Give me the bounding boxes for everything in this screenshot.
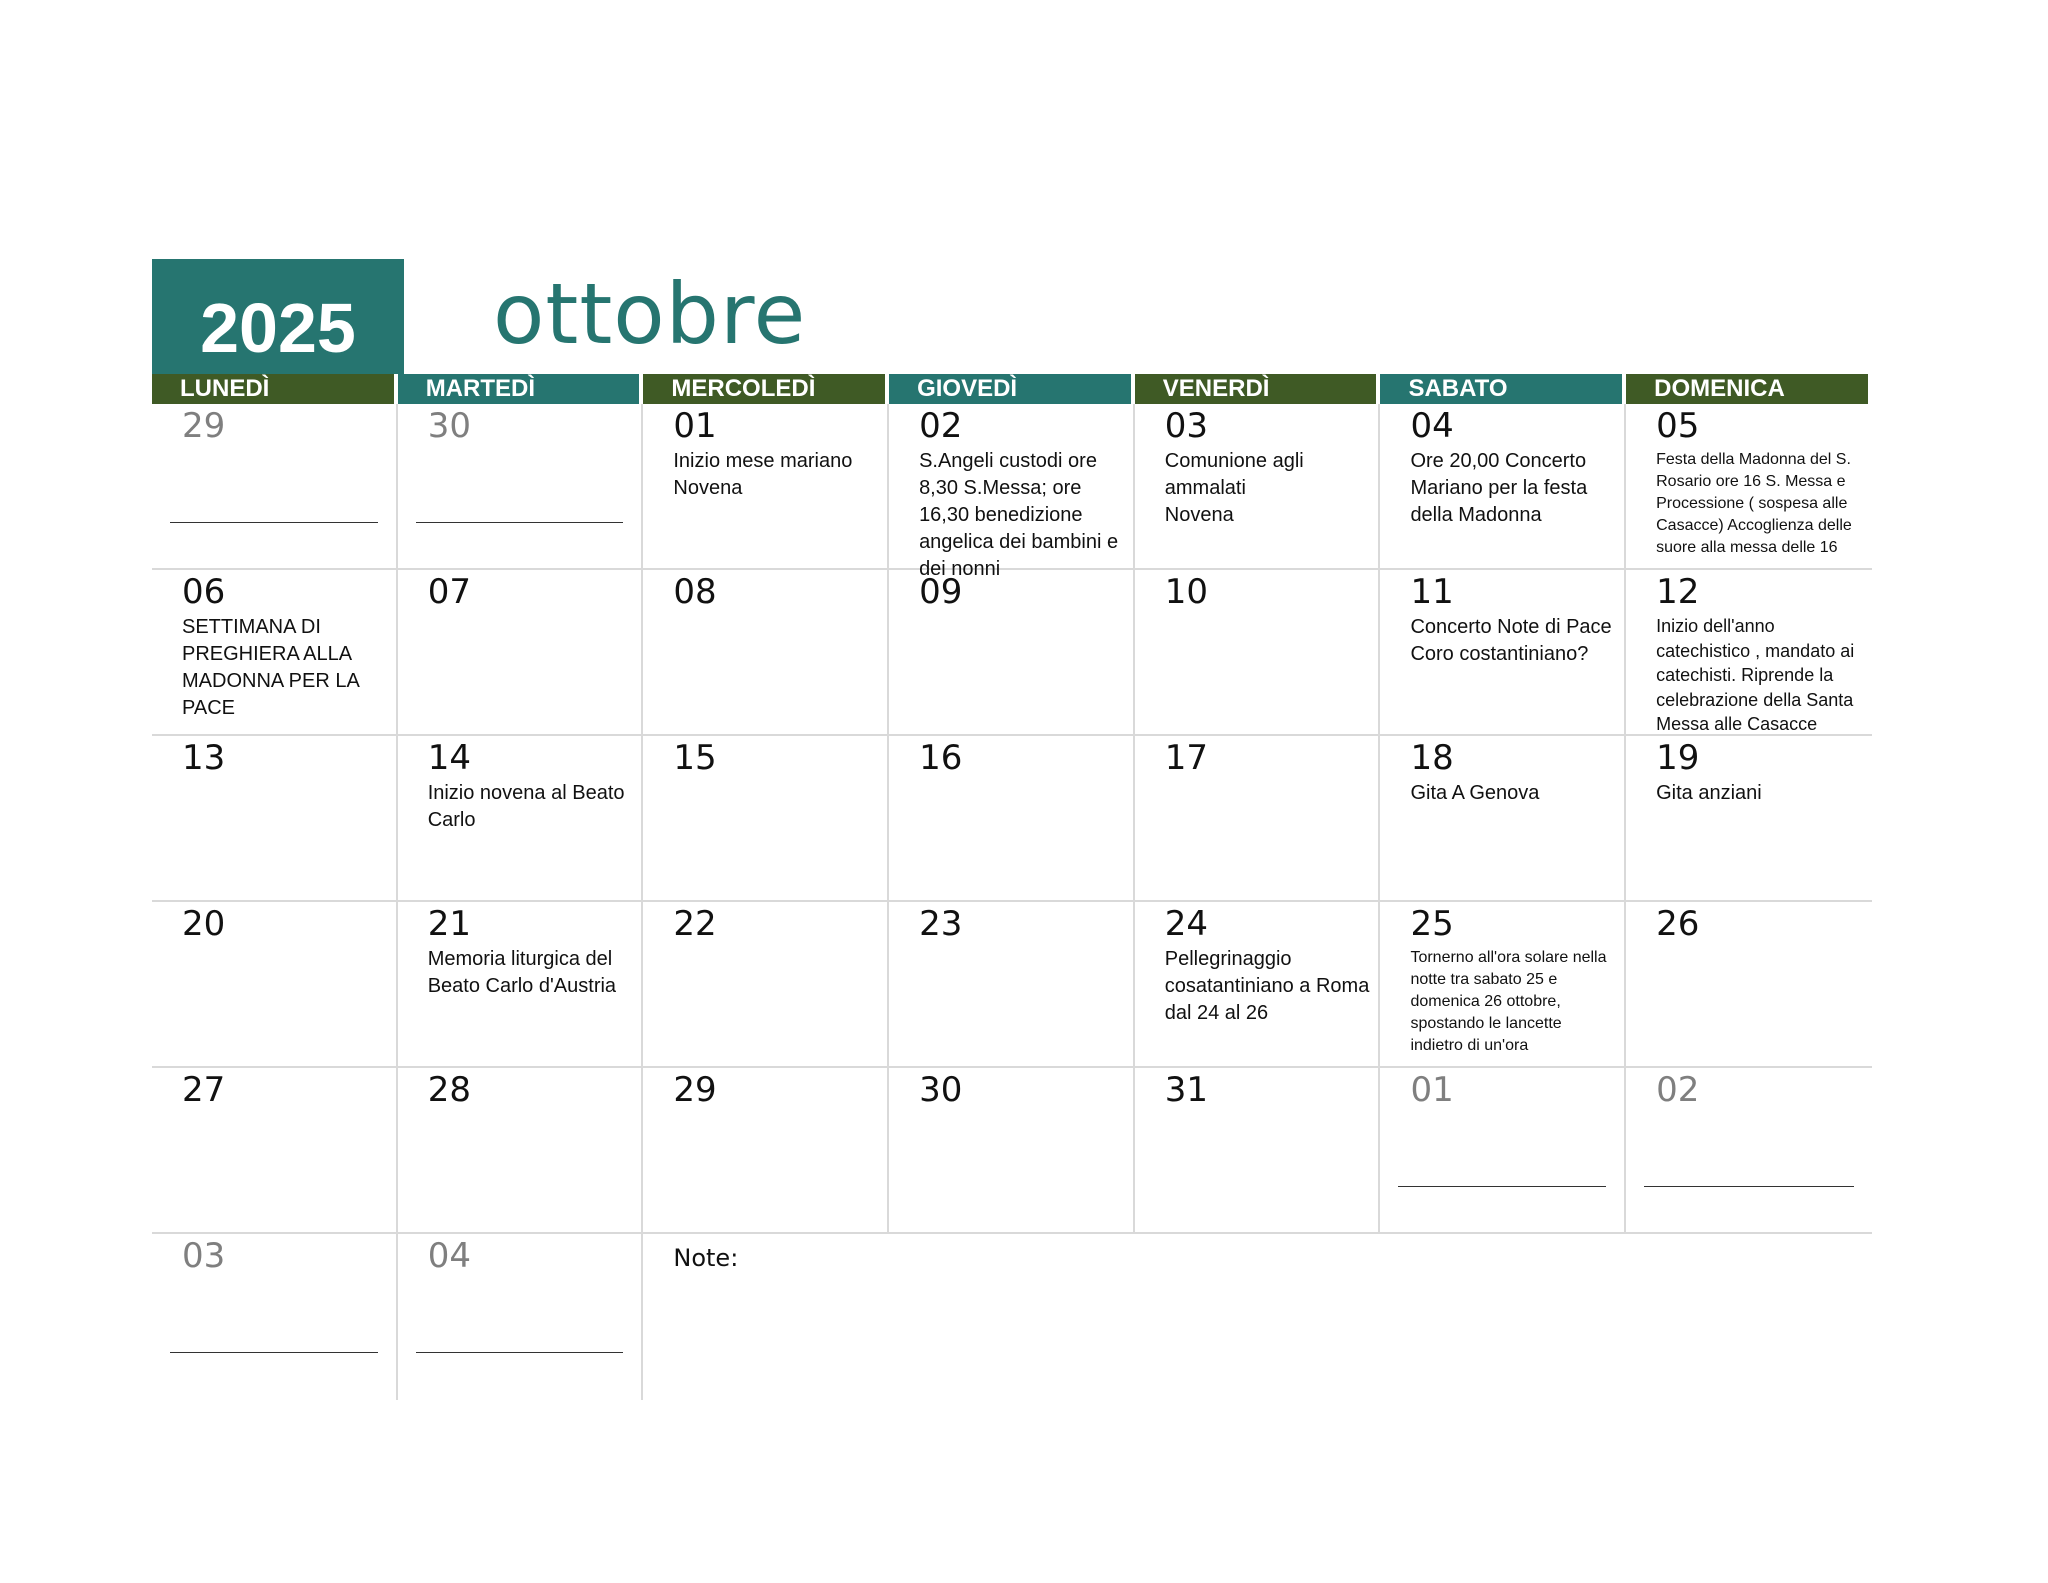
- day-cell: [1135, 902, 1381, 1068]
- day-number: 04: [1410, 406, 1454, 446]
- day-number: 31: [1164, 1070, 1209, 1110]
- day-number: 05: [1656, 406, 1700, 446]
- week-row: [152, 404, 1872, 580]
- day-number: 19: [1656, 738, 1700, 778]
- day-number: 01: [673, 406, 717, 446]
- day-number: 02: [919, 406, 963, 446]
- weekday-header-sunday: DOMENICA: [1626, 374, 1872, 404]
- day-cell: [1626, 404, 1872, 570]
- week-row: [152, 902, 1872, 1068]
- day-cell: [1135, 736, 1381, 902]
- day-number: 30: [919, 1070, 963, 1110]
- day-event: Gita anziani: [1656, 782, 1762, 804]
- day-event: Concerto Note di Pace Coro costantiniano?: [1410, 616, 1612, 665]
- week-row-notes: [152, 1234, 1872, 1400]
- day-number: 22: [673, 904, 717, 944]
- blank-line: [416, 1352, 624, 1353]
- day-cell: [398, 570, 644, 736]
- day-cell: [1380, 570, 1626, 736]
- day-number: 24: [1164, 904, 1209, 944]
- day-number: 29: [182, 406, 226, 446]
- day-cell: [889, 570, 1135, 736]
- month-title: ottobre: [493, 265, 807, 363]
- day-cell: [152, 902, 398, 1068]
- weekday-header-monday: LUNEDÌ: [152, 374, 398, 404]
- blank-line: [1398, 1186, 1606, 1187]
- day-cell: [643, 404, 889, 570]
- day-cell: [643, 902, 889, 1068]
- day-cell: [398, 1234, 644, 1400]
- day-cell: [398, 404, 644, 570]
- blank-line: [170, 522, 378, 523]
- weekday-header-friday: VENERDÌ: [1135, 374, 1381, 404]
- day-event: Gita A Genova: [1410, 782, 1540, 804]
- day-cell: [889, 404, 1135, 580]
- day-cell: [643, 736, 889, 902]
- day-cell: [1626, 902, 1872, 1068]
- day-event: Memoria liturgica del Beato Carlo d'Austria: [427, 948, 617, 997]
- day-event: Comunione agli ammalati Novena: [1164, 450, 1304, 526]
- day-cell: [152, 736, 398, 902]
- day-number: 28: [427, 1070, 471, 1110]
- weekday-header-row: [152, 374, 1872, 404]
- blank-line: [170, 1352, 378, 1353]
- day-cell: [1626, 736, 1872, 902]
- day-number: 21: [427, 904, 471, 944]
- weekday-header-thursday: GIOVEDÌ: [889, 374, 1135, 404]
- day-event: Tornerno all'ora solare nella notte tra sabato 25 e domenica 26 ottobre, spostando le lancette indietro di un'ora: [1410, 949, 1607, 1054]
- day-cell: [1380, 902, 1626, 1068]
- day-event: Inizio dell'anno catechistico , mandato ai catechisti. Riprende la celebrazione della Santa Messa alle Casacce: [1656, 616, 1855, 734]
- week-row: [152, 736, 1872, 902]
- day-event: Inizio novena al Beato Carlo: [427, 782, 625, 831]
- day-number: 14: [427, 738, 471, 778]
- day-number: 02: [1656, 1070, 1700, 1110]
- weekday-header-wednesday: MERCOLEDÌ: [643, 374, 889, 404]
- day-number: 10: [1164, 572, 1209, 612]
- day-event: Inizio mese mariano Novena: [673, 450, 853, 499]
- day-cell: [1380, 1068, 1626, 1234]
- day-number: 25: [1410, 904, 1454, 944]
- day-number: 06: [182, 572, 226, 612]
- year-badge: [152, 259, 404, 375]
- day-number: 13: [182, 738, 226, 778]
- day-cell: [889, 736, 1135, 902]
- day-number: 08: [673, 572, 717, 612]
- day-number: 09: [919, 572, 963, 612]
- day-number: 27: [182, 1070, 226, 1110]
- day-event: Pellegrinaggio cosatantiniano a Roma dal 24 al 26: [1164, 948, 1370, 1024]
- day-number: 01: [1410, 1070, 1454, 1110]
- calendar-grid: [152, 374, 1872, 1400]
- day-number: 18: [1410, 738, 1454, 778]
- day-cell: [643, 570, 889, 736]
- day-cell: [1380, 404, 1626, 570]
- day-cell: [398, 736, 644, 902]
- day-cell: [152, 1068, 398, 1234]
- day-cell: [889, 1068, 1135, 1234]
- day-cell: [1135, 1068, 1381, 1234]
- day-number: 16: [919, 738, 963, 778]
- day-cell: [152, 570, 398, 736]
- blank-line: [1644, 1186, 1854, 1187]
- day-number: 03: [182, 1236, 226, 1276]
- day-number: 17: [1164, 738, 1209, 778]
- day-event: Festa della Madonna del S. Rosario ore 16 S. Messa e Processione ( sospesa alle Casacce) Accoglienza delle suore alla messa delle 16: [1656, 451, 1852, 556]
- day-number: 20: [182, 904, 226, 944]
- day-number: 30: [427, 406, 471, 446]
- week-row: [152, 570, 1872, 736]
- day-event: SETTIMANA DI PREGHIERA ALLA MADONNA PER LA PACE: [182, 616, 359, 719]
- day-cell: [398, 902, 644, 1068]
- day-number: 12: [1656, 572, 1700, 612]
- week-row: [152, 1068, 1872, 1234]
- day-cell: [152, 1234, 398, 1400]
- day-number: 03: [1164, 406, 1209, 446]
- weekday-header-saturday: SABATO: [1380, 374, 1626, 404]
- day-number: 15: [673, 738, 717, 778]
- day-cell: [1626, 570, 1872, 736]
- day-cell: [889, 902, 1135, 1068]
- day-cell: [1135, 570, 1381, 736]
- day-cell: [1135, 404, 1381, 570]
- weekday-header-tuesday: MARTEDÌ: [398, 374, 644, 404]
- year-label: 2025: [200, 289, 356, 367]
- blank-line: [416, 522, 624, 523]
- day-event: Ore 20,00 Concerto Mariano per la festa della Madonna: [1410, 450, 1588, 526]
- day-cell: [1626, 1068, 1872, 1234]
- day-number: 11: [1410, 572, 1454, 612]
- day-cell: [398, 1068, 644, 1234]
- day-number: 23: [919, 904, 963, 944]
- day-number: 29: [673, 1070, 717, 1110]
- notes-label: Note:: [673, 1244, 739, 1272]
- day-number: 07: [427, 572, 471, 612]
- day-number: 26: [1656, 904, 1700, 944]
- notes-area[interactable]: [643, 1234, 1872, 1400]
- day-cell: [1380, 736, 1626, 902]
- day-cell: [152, 404, 398, 570]
- day-event: S.Angeli custodi ore 8,30 S.Messa; ore 16,30 benedizione angelica dei bambini e dei nonni: [919, 450, 1119, 580]
- day-number: 04: [427, 1236, 471, 1276]
- day-cell: [643, 1068, 889, 1234]
